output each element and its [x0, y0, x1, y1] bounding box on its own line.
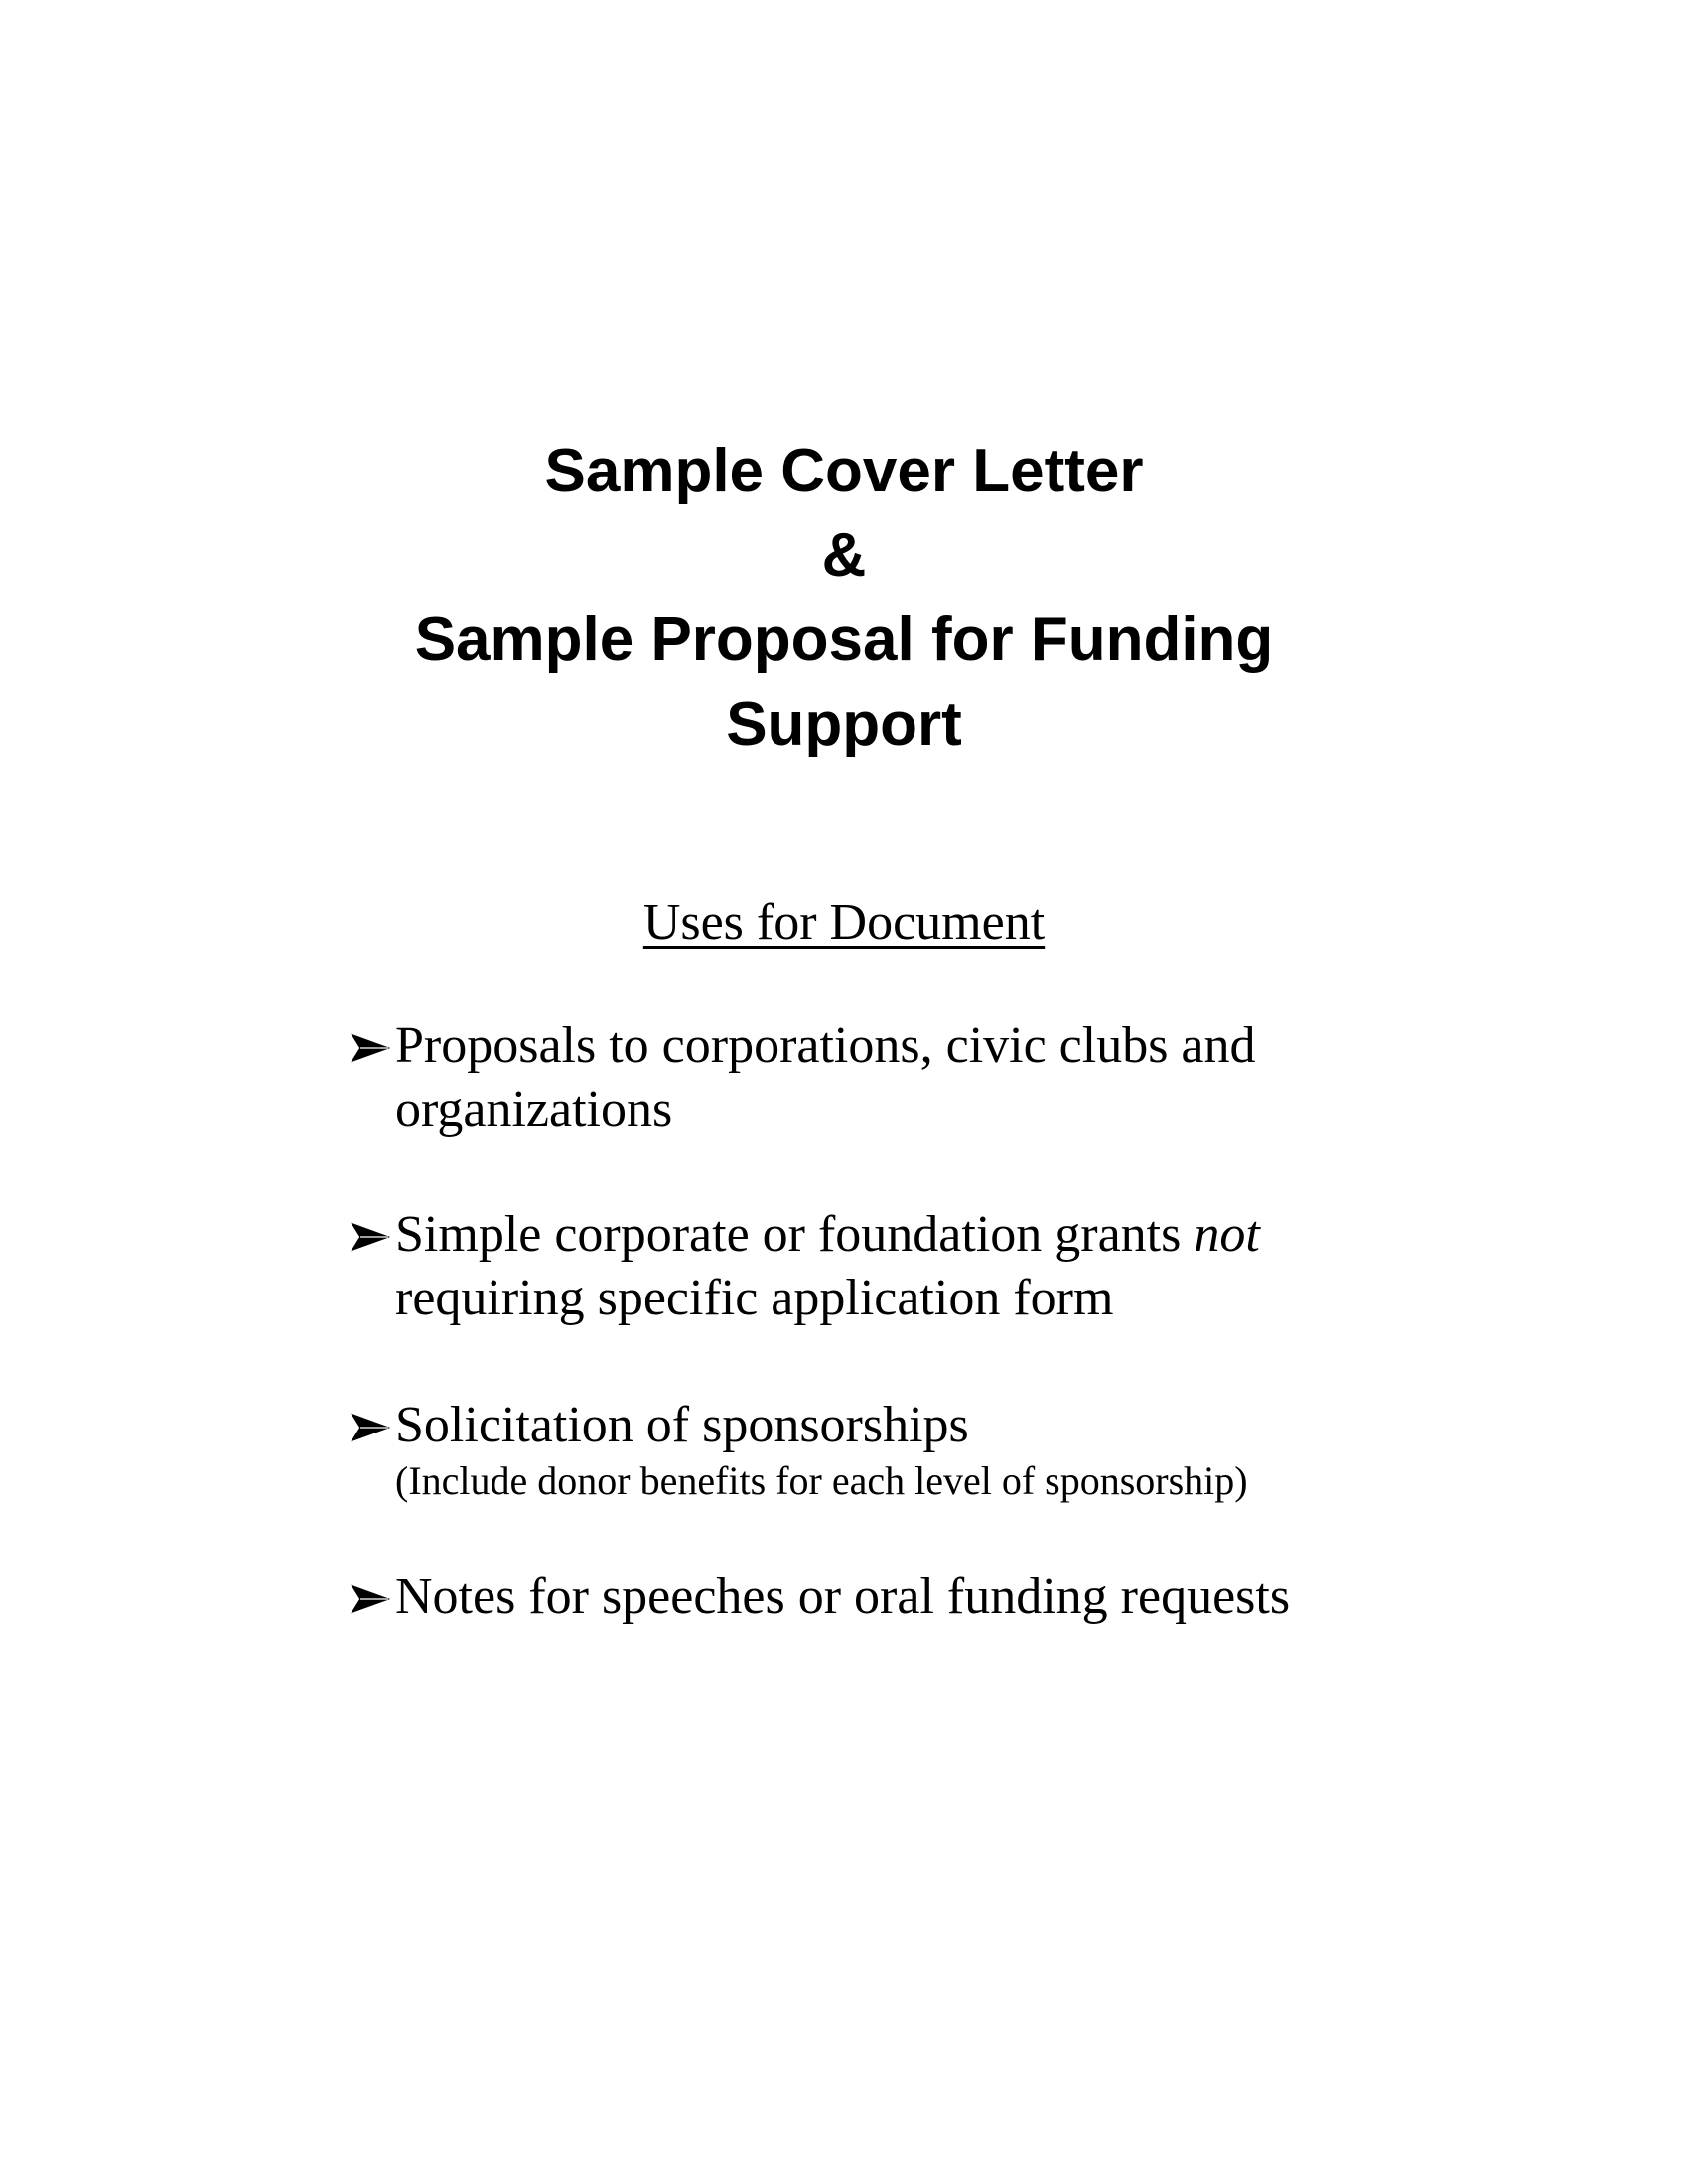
list-item-text [395, 1203, 1391, 1267]
title-line: Sample Cover Letter [544, 437, 1144, 505]
list-item-text: requiring specific application form [395, 1270, 1114, 1326]
title-line: & [821, 521, 867, 590]
list-item [349, 1566, 1391, 1629]
list-item-text: Solicitation of sponsorships [395, 1397, 969, 1453]
arrowhead-bullet-icon [349, 1203, 394, 1267]
list-item [349, 1394, 1391, 1505]
arrowhead-bullet-icon [349, 1394, 394, 1457]
list-item-text: organizations [395, 1081, 673, 1138]
list-item-text-run: Simple corporate or foundation grants [395, 1206, 1195, 1263]
list-item-note: (Include donor benefits for each level of sponsorship) [395, 1458, 1248, 1503]
list-item [349, 1203, 1391, 1330]
list-item-text: Proposals to corporations, civic clubs and [395, 1018, 1256, 1074]
section-heading: Uses for Document [642, 894, 1046, 951]
arrowhead-bullet-icon [349, 1015, 394, 1078]
list-item-text: Notes for speeches or oral funding requests [395, 1569, 1291, 1625]
arrowhead-bullet-icon [349, 1566, 394, 1629]
title-line: Sample Proposal for Funding [414, 606, 1274, 674]
emphasis-text: not [1194, 1206, 1260, 1263]
title-line: Support [726, 690, 962, 758]
list-item [349, 1015, 1391, 1142]
document-title [0, 429, 1688, 766]
